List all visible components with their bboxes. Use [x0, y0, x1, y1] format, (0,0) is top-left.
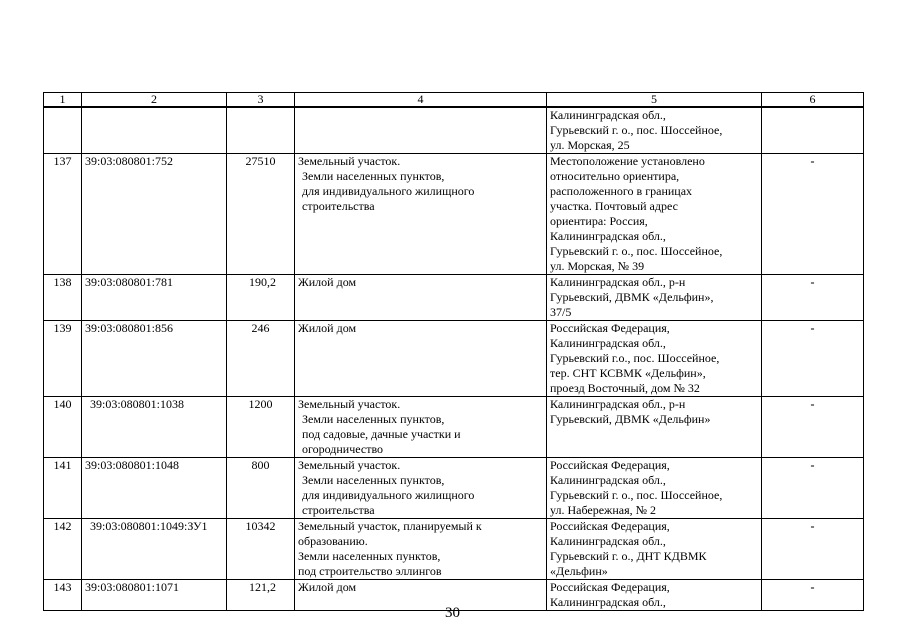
- address-cell: [547, 154, 762, 275]
- description-line: под садовые, дачные участки и: [302, 427, 461, 441]
- area-cell: 121,2: [227, 580, 295, 611]
- address-line: расположенного в границах: [550, 184, 693, 198]
- column-header-3: 3: [227, 93, 295, 108]
- address-line: Российская Федерация,: [550, 580, 670, 594]
- cadastral-number-cell: 39:03:080801:781: [82, 275, 227, 321]
- address-line: Российская Федерация,: [550, 458, 670, 472]
- row-number-cell: 138: [44, 275, 82, 321]
- note-cell: [762, 107, 864, 154]
- description-line: под строительство эллингов: [298, 564, 442, 578]
- row-number-cell: 139: [44, 321, 82, 397]
- address-line: Гурьевский г. о., ДНТ КДВМК: [550, 549, 707, 563]
- table-row: [44, 519, 864, 580]
- address-cell: [547, 458, 762, 519]
- description-line: Жилой дом: [298, 580, 357, 594]
- note-cell: -: [762, 580, 864, 611]
- table-row: [44, 397, 864, 458]
- address-line: Гурьевский, ДВМК «Дельфин»: [550, 412, 711, 426]
- address-line: Гурьевский г.о., пос. Шоссейное,: [550, 351, 720, 365]
- cadastral-number-cell: 39:03:080801:1048: [82, 458, 227, 519]
- property-registry-table: [43, 92, 864, 611]
- area-cell: [227, 107, 295, 154]
- address-line: Гурьевский г. о., пос. Шоссейное,: [550, 488, 723, 502]
- description-line: строительства: [302, 503, 375, 517]
- address-line: ориентира: Россия,: [550, 214, 648, 228]
- continuation-row: [44, 107, 864, 154]
- address-line: «Дельфин»: [550, 564, 608, 578]
- cadastral-number-cell: 39:03:080801:1071: [82, 580, 227, 611]
- table-row: [44, 275, 864, 321]
- description-cell: [295, 458, 547, 519]
- address-line: Гурьевский г. о., пос. Шоссейное,: [550, 123, 723, 137]
- address-cell: [547, 397, 762, 458]
- column-header-2: 2: [82, 93, 227, 108]
- address-line: Калининградская обл.,: [550, 336, 666, 350]
- address-line: ул. Морская, 25: [550, 138, 630, 152]
- area-cell: 10342: [227, 519, 295, 580]
- description-cell: [295, 519, 547, 580]
- address-line: Гурьевский, ДВМК «Дельфин»,: [550, 290, 714, 304]
- table-row: [44, 321, 864, 397]
- cadastral-number-cell: 39:03:080801:752: [82, 154, 227, 275]
- cadastral-number-cell: [82, 107, 227, 154]
- description-line: Земли населенных пунктов,: [298, 549, 441, 563]
- row-number-cell: 141: [44, 458, 82, 519]
- note-cell: -: [762, 397, 864, 458]
- page-number: 30: [445, 605, 460, 621]
- table-row: [44, 458, 864, 519]
- cadastral-number-cell: 39:03:080801:1049:ЗУ1: [82, 519, 227, 580]
- row-number-cell: 142: [44, 519, 82, 580]
- area-cell: 27510: [227, 154, 295, 275]
- row-number-cell: 143: [44, 580, 82, 611]
- description-cell: [295, 154, 547, 275]
- address-line: Калининградская обл., р-н: [550, 275, 686, 289]
- address-cell: [547, 275, 762, 321]
- address-line: Российская Федерация,: [550, 519, 670, 533]
- description-line: Земельный участок.: [298, 397, 401, 411]
- address-line: Российская Федерация,: [550, 321, 670, 335]
- address-line: ул. Набережная, № 2: [550, 503, 657, 517]
- description-cell: [295, 275, 547, 321]
- address-cell: [547, 321, 762, 397]
- description-cell: [295, 321, 547, 397]
- description-line: для индивидуального жилищного: [302, 184, 475, 198]
- address-line: Калининградская обл.,: [550, 473, 666, 487]
- column-header-4: 4: [295, 93, 547, 108]
- address-line: проезд Восточный, дом № 32: [550, 381, 700, 395]
- address-line: участка. Почтовый адрес: [550, 199, 678, 213]
- note-cell: -: [762, 275, 864, 321]
- address-line: Местоположение установлено: [550, 154, 705, 168]
- description-line: для индивидуального жилищного: [302, 488, 475, 502]
- cadastral-number-cell: 39:03:080801:1038: [82, 397, 227, 458]
- address-line: Калининградская обл., р-н: [550, 397, 686, 411]
- area-cell: 190,2: [227, 275, 295, 321]
- description-line: Земельный участок.: [298, 458, 401, 472]
- description-line: Земли населенных пунктов,: [302, 473, 445, 487]
- address-line: Гурьевский г. о., пос. Шоссейное,: [550, 244, 723, 258]
- row-number-cell: [44, 107, 82, 154]
- address-line: 37/5: [550, 305, 572, 319]
- description-line: образованию.: [298, 534, 368, 548]
- note-cell: -: [762, 154, 864, 275]
- address-line: тер. СНТ КСВМК «Дельфин»,: [550, 366, 706, 380]
- description-cell: [295, 397, 547, 458]
- column-number-header-row: [44, 93, 864, 108]
- area-cell: 800: [227, 458, 295, 519]
- row-number-cell: 140: [44, 397, 82, 458]
- address-cell: [547, 107, 762, 154]
- column-header-5: 5: [547, 93, 762, 108]
- description-line: Земельный участок.: [298, 154, 401, 168]
- description-cell: [295, 107, 547, 154]
- cadastral-number-cell: 39:03:080801:856: [82, 321, 227, 397]
- description-line: Земли населенных пунктов,: [302, 169, 445, 183]
- column-header-6: 6: [762, 93, 864, 108]
- address-line: Калининградская обл.,: [550, 534, 666, 548]
- description-line: строительства: [302, 199, 375, 213]
- address-line: относительно ориентира,: [550, 169, 680, 183]
- address-line: Калининградская обл.,: [550, 229, 666, 243]
- area-cell: 1200: [227, 397, 295, 458]
- note-cell: -: [762, 519, 864, 580]
- address-line: Калининградская обл.,: [550, 108, 666, 122]
- description-line: огородничество: [302, 442, 384, 456]
- address-line: Калининградская обл.,: [550, 595, 666, 609]
- description-line: Земельный участок, планируемый к: [298, 519, 482, 533]
- note-cell: -: [762, 321, 864, 397]
- table-row: [44, 154, 864, 275]
- description-line: Земли населенных пунктов,: [302, 412, 445, 426]
- note-cell: -: [762, 458, 864, 519]
- address-line: ул. Морская, № 39: [550, 259, 645, 273]
- column-header-1: 1: [44, 93, 82, 108]
- area-cell: 246: [227, 321, 295, 397]
- description-line: Жилой дом: [298, 321, 357, 335]
- address-cell: [547, 519, 762, 580]
- description-line: Жилой дом: [298, 275, 357, 289]
- row-number-cell: 137: [44, 154, 82, 275]
